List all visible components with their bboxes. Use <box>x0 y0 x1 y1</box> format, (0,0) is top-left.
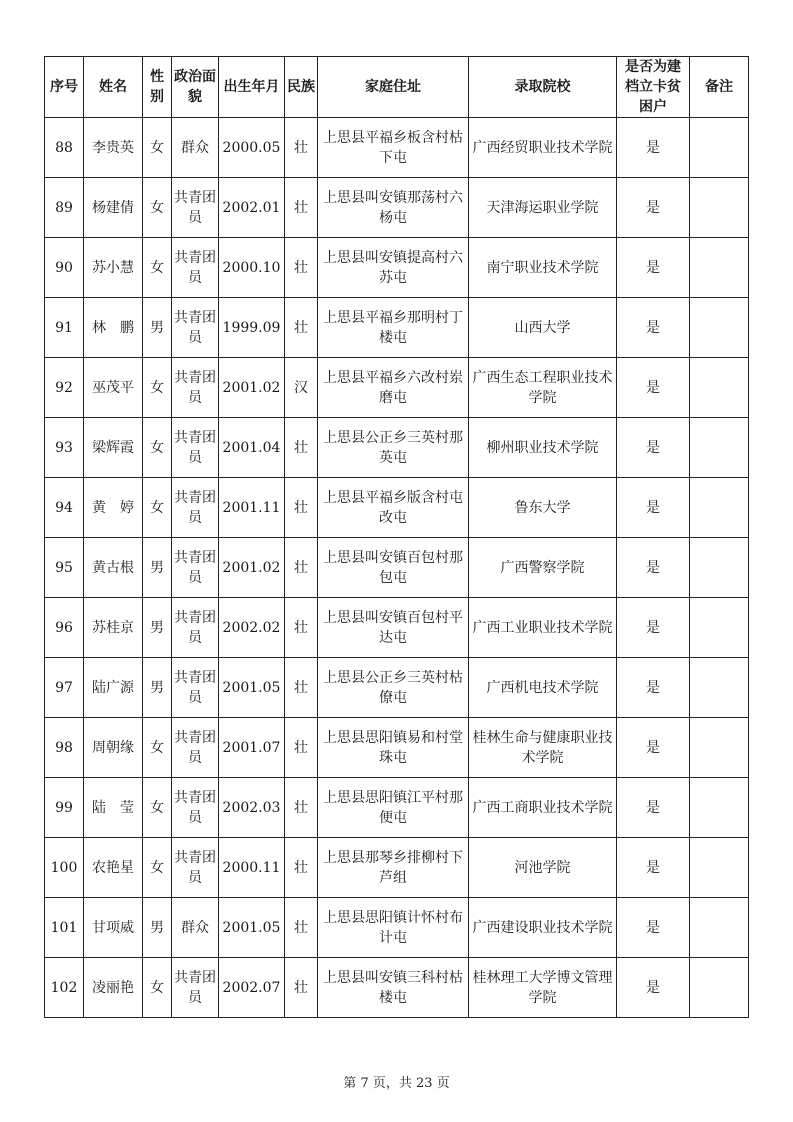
cell-birth: 2000.10 <box>219 238 285 298</box>
cell-name: 黄古根 <box>84 538 143 598</box>
cell-name: 陆广源 <box>84 658 143 718</box>
cell-poor-household: 是 <box>617 358 690 418</box>
cell-name: 李贵英 <box>84 118 143 178</box>
cell-poor-household: 是 <box>617 658 690 718</box>
cell-no: 98 <box>45 718 84 778</box>
cell-name: 苏小慧 <box>84 238 143 298</box>
cell-name: 农艳星 <box>84 838 143 898</box>
table-row <box>45 418 749 478</box>
cell-birth: 2002.07 <box>219 958 285 1018</box>
table-header-row <box>45 57 749 118</box>
cell-birth: 2002.02 <box>219 598 285 658</box>
cell-remarks <box>690 238 749 298</box>
table-row <box>45 838 749 898</box>
cell-remarks <box>690 418 749 478</box>
cell-political: 群众 <box>172 118 219 178</box>
cell-school: 广西工业职业技术学院 <box>469 598 617 658</box>
cell-name: 苏桂京 <box>84 598 143 658</box>
table-row <box>45 958 749 1018</box>
cell-no: 102 <box>45 958 84 1018</box>
cell-address: 上思县那琴乡排柳村下芦组 <box>318 838 469 898</box>
cell-address: 上思县平福乡板含村枯下屯 <box>318 118 469 178</box>
footer-prefix: 第 <box>343 1076 357 1091</box>
cell-political: 共青团员 <box>172 298 219 358</box>
cell-political: 共青团员 <box>172 238 219 298</box>
cell-name: 黄 婷 <box>84 478 143 538</box>
cell-school: 广西机电技术学院 <box>469 658 617 718</box>
cell-no: 88 <box>45 118 84 178</box>
cell-birth: 1999.09 <box>219 298 285 358</box>
cell-poor-household: 是 <box>617 478 690 538</box>
student-roster-table <box>44 56 749 1018</box>
table-row <box>45 358 749 418</box>
cell-address: 上思县思阳镇计怀村布计屯 <box>318 898 469 958</box>
cell-birth: 2001.05 <box>219 658 285 718</box>
cell-address: 上思县思阳镇江平村那便屯 <box>318 778 469 838</box>
cell-poor-household: 是 <box>617 418 690 478</box>
header-poor-household: 是否为建档立卡贫困户 <box>617 57 690 118</box>
cell-remarks <box>690 118 749 178</box>
cell-ethnicity: 壮 <box>285 718 318 778</box>
cell-political: 共青团员 <box>172 658 219 718</box>
cell-poor-household: 是 <box>617 118 690 178</box>
cell-remarks <box>690 358 749 418</box>
cell-gender: 男 <box>143 298 172 358</box>
cell-poor-household: 是 <box>617 238 690 298</box>
cell-no: 95 <box>45 538 84 598</box>
cell-political: 共青团员 <box>172 478 219 538</box>
cell-ethnicity: 壮 <box>285 118 318 178</box>
cell-gender: 女 <box>143 118 172 178</box>
cell-remarks <box>690 898 749 958</box>
table-row <box>45 478 749 538</box>
cell-no: 93 <box>45 418 84 478</box>
cell-remarks <box>690 538 749 598</box>
cell-school: 南宁职业技术学院 <box>469 238 617 298</box>
table-row <box>45 118 749 178</box>
header-ethnicity: 民族 <box>285 57 318 118</box>
cell-name: 杨建倩 <box>84 178 143 238</box>
cell-name: 林 鹏 <box>84 298 143 358</box>
cell-gender: 女 <box>143 238 172 298</box>
cell-political: 共青团员 <box>172 178 219 238</box>
cell-gender: 女 <box>143 778 172 838</box>
cell-no: 94 <box>45 478 84 538</box>
cell-political: 共青团员 <box>172 958 219 1018</box>
cell-no: 92 <box>45 358 84 418</box>
page-footer <box>0 1072 793 1091</box>
cell-political: 共青团员 <box>172 358 219 418</box>
cell-political: 共青团员 <box>172 718 219 778</box>
cell-gender: 男 <box>143 898 172 958</box>
table-row <box>45 778 749 838</box>
cell-birth: 2002.03 <box>219 778 285 838</box>
header-address: 家庭住址 <box>318 57 469 118</box>
cell-ethnicity: 壮 <box>285 298 318 358</box>
cell-address: 上思县平福乡那明村丁楼屯 <box>318 298 469 358</box>
cell-address: 上思县叫安镇百包村那包屯 <box>318 538 469 598</box>
cell-no: 96 <box>45 598 84 658</box>
cell-school: 柳州职业技术学院 <box>469 418 617 478</box>
cell-school: 河池学院 <box>469 838 617 898</box>
cell-political: 共青团员 <box>172 778 219 838</box>
cell-ethnicity: 壮 <box>285 658 318 718</box>
cell-name: 梁辉霞 <box>84 418 143 478</box>
header-remarks: 备注 <box>690 57 749 118</box>
table-row <box>45 898 749 958</box>
cell-gender: 女 <box>143 958 172 1018</box>
cell-remarks <box>690 958 749 1018</box>
cell-ethnicity: 壮 <box>285 418 318 478</box>
header-birth: 出生年月 <box>219 57 285 118</box>
cell-ethnicity: 汉 <box>285 358 318 418</box>
cell-ethnicity: 壮 <box>285 778 318 838</box>
cell-ethnicity: 壮 <box>285 478 318 538</box>
cell-remarks <box>690 298 749 358</box>
cell-school: 广西建设职业技术学院 <box>469 898 617 958</box>
header-school: 录取院校 <box>469 57 617 118</box>
cell-ethnicity: 壮 <box>285 598 318 658</box>
cell-birth: 2001.11 <box>219 478 285 538</box>
table-row <box>45 238 749 298</box>
cell-birth: 2001.05 <box>219 898 285 958</box>
table-row <box>45 658 749 718</box>
cell-political: 共青团员 <box>172 418 219 478</box>
table-row <box>45 178 749 238</box>
cell-name: 凌丽艳 <box>84 958 143 1018</box>
cell-gender: 女 <box>143 718 172 778</box>
cell-poor-household: 是 <box>617 298 690 358</box>
header-no: 序号 <box>45 57 84 118</box>
cell-address: 上思县叫安镇那荡村六杨屯 <box>318 178 469 238</box>
cell-no: 89 <box>45 178 84 238</box>
cell-school: 鲁东大学 <box>469 478 617 538</box>
cell-remarks <box>690 658 749 718</box>
cell-no: 97 <box>45 658 84 718</box>
cell-remarks <box>690 478 749 538</box>
cell-school: 桂林理工大学博文管理学院 <box>469 958 617 1018</box>
cell-remarks <box>690 178 749 238</box>
cell-ethnicity: 壮 <box>285 538 318 598</box>
cell-no: 90 <box>45 238 84 298</box>
cell-school: 广西生态工程职业技术学院 <box>469 358 617 418</box>
cell-remarks <box>690 718 749 778</box>
footer-middle: 页，共 <box>372 1076 412 1091</box>
cell-gender: 女 <box>143 838 172 898</box>
cell-address: 上思县公正乡三英村枯僚屯 <box>318 658 469 718</box>
cell-name: 陆 莹 <box>84 778 143 838</box>
table-row <box>45 538 749 598</box>
cell-address: 上思县叫安镇提高村六苏屯 <box>318 238 469 298</box>
cell-poor-household: 是 <box>617 898 690 958</box>
cell-no: 99 <box>45 778 84 838</box>
cell-political: 共青团员 <box>172 538 219 598</box>
cell-school: 广西警察学院 <box>469 538 617 598</box>
cell-gender: 女 <box>143 178 172 238</box>
footer-current-page: 7 <box>360 1076 369 1091</box>
cell-poor-household: 是 <box>617 598 690 658</box>
cell-address: 上思县平福乡六改村岽磨屯 <box>318 358 469 418</box>
cell-gender: 女 <box>143 418 172 478</box>
cell-school: 桂林生命与健康职业技术学院 <box>469 718 617 778</box>
cell-poor-household: 是 <box>617 718 690 778</box>
cell-ethnicity: 壮 <box>285 178 318 238</box>
header-name: 姓名 <box>84 57 143 118</box>
cell-address: 上思县思阳镇易和村堂珠屯 <box>318 718 469 778</box>
footer-suffix: 页 <box>436 1076 450 1091</box>
cell-poor-household: 是 <box>617 538 690 598</box>
table-row <box>45 598 749 658</box>
cell-birth: 2001.02 <box>219 358 285 418</box>
cell-no: 101 <box>45 898 84 958</box>
cell-political: 共青团员 <box>172 598 219 658</box>
cell-ethnicity: 壮 <box>285 898 318 958</box>
cell-no: 91 <box>45 298 84 358</box>
cell-remarks <box>690 598 749 658</box>
cell-political: 群众 <box>172 898 219 958</box>
cell-birth: 2000.05 <box>219 118 285 178</box>
cell-gender: 男 <box>143 538 172 598</box>
cell-address: 上思县平福乡版含村屯改屯 <box>318 478 469 538</box>
cell-address: 上思县公正乡三英村那英屯 <box>318 418 469 478</box>
header-gender: 性别 <box>143 57 172 118</box>
table-body <box>45 118 749 1018</box>
cell-political: 共青团员 <box>172 838 219 898</box>
header-political: 政治面貌 <box>172 57 219 118</box>
cell-poor-household: 是 <box>617 778 690 838</box>
cell-gender: 男 <box>143 658 172 718</box>
table-row <box>45 298 749 358</box>
cell-gender: 男 <box>143 598 172 658</box>
cell-name: 周朝缘 <box>84 718 143 778</box>
cell-name: 甘项威 <box>84 898 143 958</box>
cell-birth: 2002.01 <box>219 178 285 238</box>
cell-birth: 2001.04 <box>219 418 285 478</box>
cell-gender: 女 <box>143 478 172 538</box>
cell-poor-household: 是 <box>617 958 690 1018</box>
cell-ethnicity: 壮 <box>285 958 318 1018</box>
cell-gender: 女 <box>143 358 172 418</box>
cell-birth: 2001.02 <box>219 538 285 598</box>
cell-address: 上思县叫安镇百包村平达屯 <box>318 598 469 658</box>
cell-school: 广西工商职业技术学院 <box>469 778 617 838</box>
cell-remarks <box>690 778 749 838</box>
table-row <box>45 718 749 778</box>
cell-ethnicity: 壮 <box>285 838 318 898</box>
cell-address: 上思县叫安镇三科村枯楼屯 <box>318 958 469 1018</box>
cell-remarks <box>690 838 749 898</box>
cell-school: 山西大学 <box>469 298 617 358</box>
cell-ethnicity: 壮 <box>285 238 318 298</box>
cell-no: 100 <box>45 838 84 898</box>
footer-total-pages: 23 <box>416 1076 433 1091</box>
cell-birth: 2001.07 <box>219 718 285 778</box>
cell-poor-household: 是 <box>617 838 690 898</box>
cell-name: 巫茂平 <box>84 358 143 418</box>
cell-birth: 2000.11 <box>219 838 285 898</box>
cell-school: 天津海运职业学院 <box>469 178 617 238</box>
cell-school: 广西经贸职业技术学院 <box>469 118 617 178</box>
cell-poor-household: 是 <box>617 178 690 238</box>
